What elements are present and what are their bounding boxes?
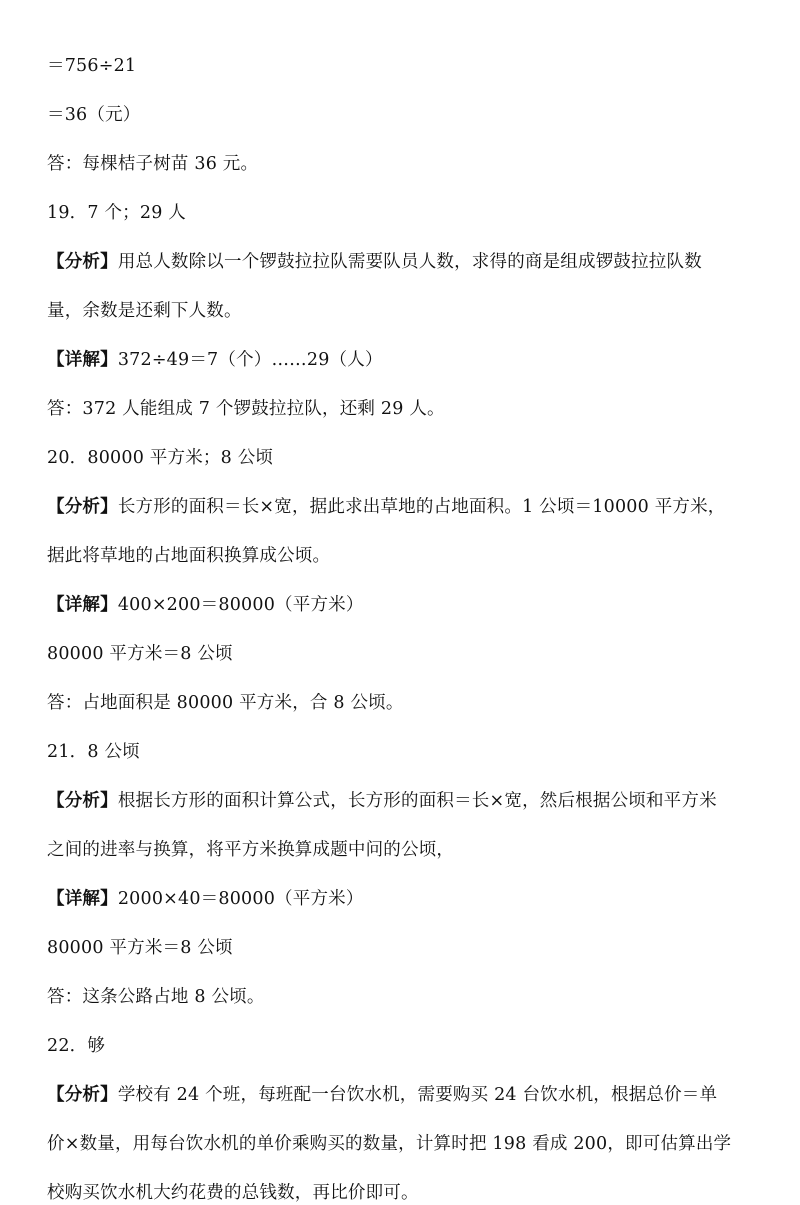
text-line (47, 54, 760, 78)
line-text: 19．7 个；29 人 (47, 203, 186, 223)
line-text: 80000 平方米＝8 公顷 (47, 938, 233, 958)
text-line (47, 642, 760, 666)
text-line (47, 1181, 760, 1205)
detail-line (47, 348, 760, 372)
line-text: ＝756÷21 (47, 56, 137, 76)
detail-tag: 【详解】 (47, 889, 118, 909)
line-text: 80000 平方米＝8 公顷 (47, 644, 233, 664)
line-text: 20．80000 平方米；8 公顷 (47, 448, 274, 468)
detail-line (47, 593, 760, 617)
answer-line (47, 985, 760, 1009)
text-line (47, 152, 760, 176)
line-text: 2000×40＝80000（平方米） (117, 889, 364, 909)
line-text: 根据长方形的面积计算公式，长方形的面积＝长×宽，然后根据公顷和平方米 (117, 791, 717, 811)
answer-line (47, 397, 760, 421)
line-text: 学校有 24 个班，每班配一台饮水机，需要购买 24 台饮水机，根据总价＝单 (117, 1085, 718, 1105)
analysis-line (47, 250, 760, 274)
detail-line (47, 887, 760, 911)
line-text: 答：这条公路占地 8 公顷。 (47, 987, 265, 1007)
analysis-line (47, 495, 760, 519)
line-text: 校购买饮水机大约花费的总钱数，再比价即可。 (47, 1183, 419, 1203)
line-text: 价×数量，用每台饮水机的单价乘购买的数量，计算时把 198 看成 200，即可估算出学 (47, 1134, 732, 1154)
text-line (47, 1132, 760, 1156)
analysis-line (47, 1083, 760, 1107)
text-line (47, 838, 760, 862)
analysis-line (47, 789, 760, 813)
line-text: 用总人数除以一个锣鼓拉拉队需要队员人数，求得的商是组成锣鼓拉拉队数 (117, 252, 702, 272)
answer-line (47, 691, 760, 715)
analysis-tag: 【分析】 (47, 497, 118, 517)
line-text: 22．够 (47, 1036, 106, 1056)
question-number-line (47, 201, 760, 225)
analysis-tag: 【分析】 (47, 1085, 118, 1105)
line-text: ＝36（元） (47, 105, 141, 125)
text-line (47, 299, 760, 323)
line-text: 据此将草地的占地面积换算成公顷。 (47, 546, 331, 566)
line-text: 372÷49＝7（个）……29（人） (117, 350, 383, 370)
question-number-line (47, 740, 760, 764)
analysis-tag: 【分析】 (47, 252, 118, 272)
question-number-line (47, 446, 760, 470)
line-text: 答：每棵桔子树苗 36 元。 (47, 154, 259, 174)
question-number-line (47, 1034, 760, 1058)
line-text: 21．8 公顷 (47, 742, 140, 762)
line-text: 答：372 人能组成 7 个锣鼓拉拉队，还剩 29 人。 (47, 399, 445, 419)
detail-tag: 【详解】 (47, 595, 118, 615)
text-line (47, 544, 760, 568)
analysis-tag: 【分析】 (47, 791, 118, 811)
line-text: 之间的进率与换算，将平方米换算成题中问的公顷， (47, 840, 455, 860)
line-text: 长方形的面积＝长×宽，据此求出草地的占地面积。1 公顷＝10000 平方米， (117, 497, 726, 517)
text-line (47, 103, 760, 127)
line-text: 400×200＝80000（平方米） (117, 595, 364, 615)
line-text: 量，余数是还剩下人数。 (47, 301, 242, 321)
detail-tag: 【详解】 (47, 350, 118, 370)
text-line (47, 936, 760, 960)
line-text: 答：占地面积是 80000 平方米，合 8 公顷。 (47, 693, 404, 713)
